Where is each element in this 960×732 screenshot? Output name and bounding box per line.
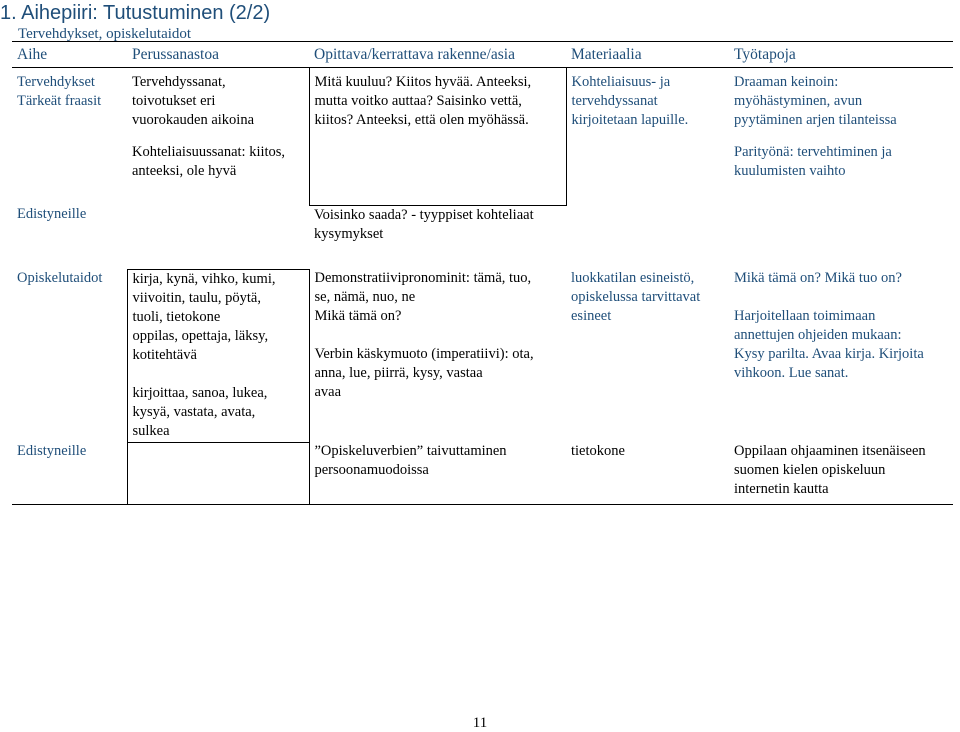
structure-cell-study-skills [309, 269, 566, 442]
line: Mikä tämä on? [314, 308, 402, 324]
line: Verbin käskymuoto (imperatiivi): ota, [314, 346, 534, 362]
line: Kohteliaisuus- ja [571, 74, 671, 90]
line: vuorokauden aikoina [132, 112, 255, 128]
line: Parityönä: tervehtiminen ja [734, 144, 892, 160]
page-number: 11 [472, 715, 488, 731]
material-cell-study-skills-advanced [566, 442, 729, 505]
structure-cell-study-skills-advanced [309, 442, 566, 505]
line: myöhästyminen, avun [734, 93, 863, 109]
methods-cell-greetings [729, 68, 953, 144]
methods-cell-study-skills-advanced [729, 442, 953, 505]
topic-study-skills: Opiskelutaidot [17, 270, 103, 286]
line: Kohteliaisuussanat: kiitos, [132, 144, 286, 160]
line: Tervehdyssanat, [132, 74, 226, 90]
empty-cell [127, 442, 309, 505]
empty-cell [566, 205, 729, 269]
line: ”Opiskeluverbien” taivuttaminen [314, 443, 507, 459]
topic-greetings: Tervehdykset [17, 74, 95, 90]
line: luokkatilan esineistö, [571, 270, 695, 286]
methods-cell-study-skills [729, 269, 953, 442]
table-row-study-skills-advanced [12, 442, 953, 505]
line: anteeksi, ole hyvä [132, 163, 237, 179]
advanced-label-greetings: Edistyneille [17, 206, 87, 222]
line [315, 326, 562, 345]
line: oppilas, opettaja, läksy, [132, 327, 269, 344]
line: tervehdyssanat [571, 93, 658, 109]
line: Voisinko saada? - tyyppiset kohteliaat [314, 206, 534, 223]
line: vihkoon. Lue sanat. [734, 365, 849, 381]
line: kysymykset [314, 225, 384, 242]
line: kysyä, vastata, avata, [132, 403, 256, 420]
line: pyytäminen arjen tilanteissa [734, 112, 897, 128]
line: annettujen ohjeiden mukaan: [734, 327, 902, 343]
line [734, 288, 948, 307]
table-row-study-skills [12, 269, 953, 442]
line: kirjoitetaan lapuille. [571, 112, 689, 128]
line: se, nämä, nuo, ne [314, 289, 416, 305]
header-materiaalia: Materiaalia [566, 42, 729, 68]
empty-cell [127, 205, 309, 269]
structure-cell-greetings-advanced [309, 205, 566, 269]
line: Mikä tämä on? Mikä tuo on? [734, 270, 902, 286]
vocab-cell-greetings-2 [127, 143, 309, 205]
line: esineet [571, 308, 612, 324]
structure-cell-greetings [309, 68, 566, 206]
header-rakenne: Opittava/kerrattava rakenne/asia [309, 42, 566, 68]
line: mutta voitko auttaa? Saisinko vettä, [314, 93, 522, 109]
lesson-plan-table [12, 41, 953, 505]
line: persoonamuodoissa [314, 462, 429, 478]
advanced-label-study-skills: Edistyneille [12, 442, 127, 505]
line: viivoitin, taulu, pöytä, [132, 289, 261, 306]
line: tietokone [571, 443, 625, 459]
line: anna, lue, piirrä, kysy, vastaa [314, 365, 483, 381]
line: Harjoitellaan toimimaan [734, 308, 876, 324]
line: Oppilaan ohjaaminen itsenäiseen [734, 443, 926, 459]
line: Draaman keinoin: [734, 74, 839, 90]
line: Kysy parilta. Avaa kirja. Kirjoita [734, 346, 924, 362]
material-cell-study-skills [566, 269, 729, 442]
methods-cell-greetings-2 [729, 143, 953, 205]
vocab-cell-study-skills [127, 269, 309, 442]
page-title: 1. Aihepiiri: Tutustuminen (2/2) [0, 2, 271, 24]
line: Demonstratiivipronominit: tämä, tuo, [314, 270, 532, 286]
line: kuulumisten vaihto [734, 163, 846, 179]
table-row-greetings [12, 68, 953, 144]
topic-cell-greetings [12, 68, 127, 144]
empty-cell [729, 205, 953, 269]
line: tuoli, tietokone [132, 308, 221, 325]
line: kotitehtävä [132, 346, 197, 363]
line: Mitä kuuluu? Kiitos hyvää. Anteeksi, [314, 74, 532, 90]
header-perussanastoa: Perussanastoa [127, 42, 309, 68]
table-header-row [12, 42, 953, 68]
empty-cell [12, 143, 127, 205]
line: kirja, kynä, vihko, kumi, [132, 270, 276, 287]
material-cell-greetings [566, 68, 729, 144]
empty-cell [566, 143, 729, 205]
header-aihe: Aihe [12, 42, 127, 68]
line: toivotukset eri [132, 93, 216, 109]
page-subtitle: Tervehdykset, opiskelutaidot [18, 26, 192, 42]
line: internetin kautta [734, 481, 829, 497]
header-tyotapoja: Työtapoja [729, 42, 953, 68]
line: suomen kielen opiskeluun [734, 462, 886, 478]
line: avaa [314, 384, 342, 400]
table-row-greetings-advanced [12, 205, 953, 269]
line: kiitos? Anteeksi, että olen myöhässä. [314, 112, 529, 128]
topic-phrases: Tärkeät fraasit [17, 93, 102, 109]
line: opiskelussa tarvittavat [571, 289, 701, 305]
line: kirjoittaa, sanoa, lukea, [132, 384, 268, 401]
vocab-cell-greetings [127, 68, 309, 144]
line [133, 365, 304, 384]
line: sulkea [132, 422, 170, 439]
